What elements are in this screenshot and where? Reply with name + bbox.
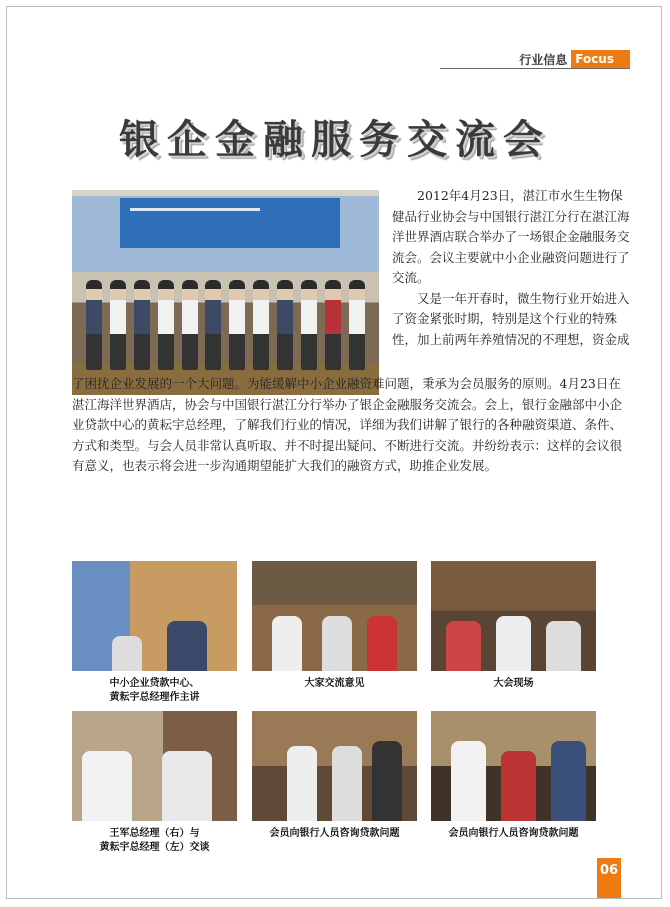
- photo-speaker: [72, 561, 237, 671]
- photo-consult-1: [252, 711, 417, 821]
- article-para-2-start: 又是一年开春时，微生物行业开始进入了资金紧张时期，特别是这个行业的特殊性，加上前两年养殖情况的不理想，资金成: [392, 290, 630, 347]
- photo-consult-2: [431, 711, 596, 821]
- article-intro: [392, 186, 630, 350]
- section-tag: Focus: [571, 50, 630, 68]
- group-people: [82, 260, 369, 370]
- photo-venue: [431, 561, 596, 671]
- section-header: [519, 50, 630, 68]
- photo-conversation: [72, 711, 237, 821]
- caption-consult-1: 会员向银行人员咨询贷款问题: [269, 828, 400, 839]
- article-body: [72, 374, 630, 477]
- section-category: 行业信息: [519, 52, 568, 67]
- caption-consult-2: 会员向银行人员咨询贷款问题: [448, 828, 579, 839]
- article-para-1: 2012年4月23日，湛江市水生生物保健品行业协会与中国银行湛江分行在湛江海洋世界酒店联合举办了一场银企金融服务交流会。会议主要就中小企业融资问题进行了交流。: [392, 188, 630, 285]
- caption-conversation: 王军总经理（右）与 黄耘宇总经理（左）交谈: [99, 828, 210, 853]
- group-photo: [72, 190, 379, 395]
- caption-discussion: 大家交流意见: [304, 678, 365, 689]
- page-number: 06: [597, 858, 621, 884]
- event-banner: [120, 198, 340, 248]
- header-rule: [440, 68, 630, 69]
- article-para-2-cont: 了困扰企业发展的一个大问题。为能缓解中小企业融资难问题，秉承为会员服务的原则。4月23日在湛江海洋世界酒店，协会与中国银行湛江分行举办了银企金融服务交流会。会上，银行金融部中小企业贷款中心的黄耘宇总经理，了解我们行业的情况，详细为我们讲解了银行的各种融资渠道、条件、方式和类型。与会人员非常认真听取、并不时提出疑问、不断进行交流。并纷纷表示：这样的会议很有意义，也表示将会进一步沟通期望能扩大我们的融资方式，助推企业发展。: [72, 376, 623, 473]
- caption-venue: 大会现场: [493, 678, 534, 689]
- page-title: 银企金融服务交流会: [119, 117, 551, 163]
- page-number-bar: [597, 884, 621, 898]
- caption-speaker: 中小企业贷款中心、 黄耘宇总经理作主讲: [109, 678, 200, 703]
- photo-discussion: [252, 561, 417, 671]
